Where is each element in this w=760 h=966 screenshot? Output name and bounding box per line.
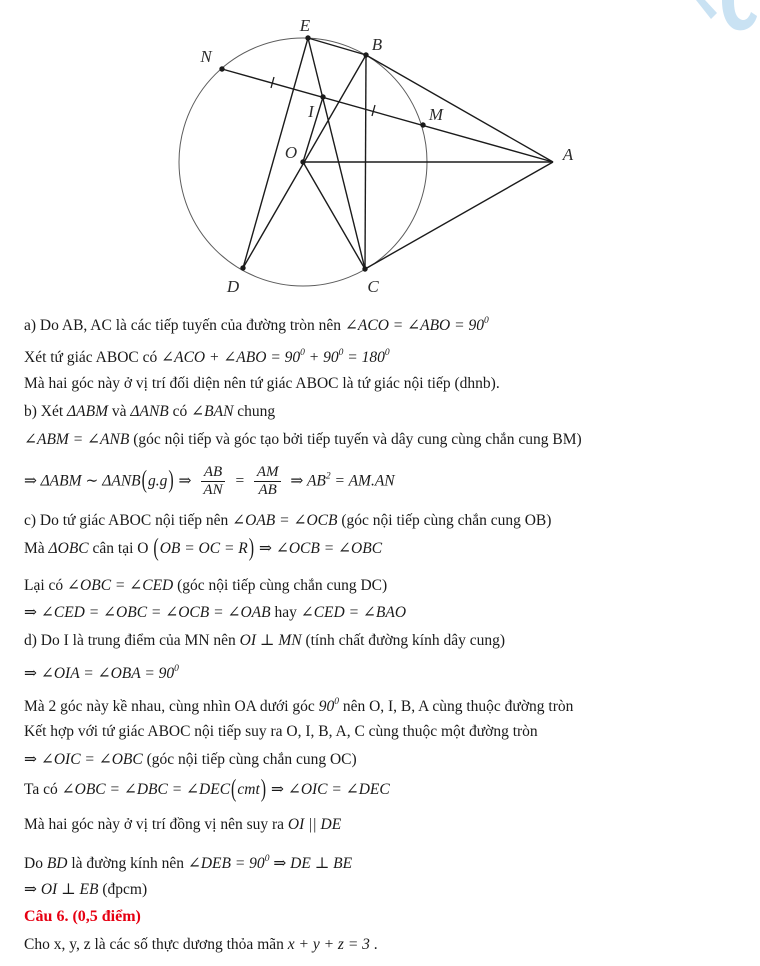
solution-line-19: ⇒ OI ⊥ EB (đpcm) — [24, 881, 148, 898]
solution-line-2: Xét tứ giác ABOC có ∠ACO + ∠ABO = $90^0 + 90^0 = 180^0$ — [24, 348, 390, 366]
solution-line-7: c) Do tứ giác ABOC nội tiếp nên ∠OAB = ∠OCB (góc nội tiếp cùng chắn cung OB) — [24, 512, 552, 529]
solution-line-18: Do BD là đường kính nên ∠DEB = $90^0$ ⇒ DE ⊥ BE — [24, 854, 353, 872]
solution-line-8: Mà ΔOBC cân tại O (OB = OC = R) ⇒ ∠OCB = ∠OBC — [24, 535, 383, 562]
solution-line-11: d) Do I là trung điểm của MN nên OI ⊥ MN (tính chất đường kính dây cung) — [24, 632, 506, 649]
solution-line-15: ⇒ ∠OIC = ∠OBC (góc nội tiếp cùng chắn cung OC) — [24, 751, 357, 768]
solution-line-21: Cho x, y, z là các số thực dương thỏa mãn x + y + z = 3 . — [24, 936, 378, 953]
solution-line-3: Mà hai góc này ở vị trí đối diện nên tứ giác ABOC là tứ giác nội tiếp (dhnb). — [24, 375, 500, 392]
solution-line-5: ∠ABM = ∠ANB (góc nội tiếp và góc tạo bởi tiếp tuyến và dây cung cùng chắn cung BM) — [24, 431, 582, 448]
point-label-N: N — [200, 47, 212, 66]
point-label-I: I — [308, 102, 314, 121]
solution-line-6: ⇒ ΔABM ∼ ΔANB(g.g) ⇒ $\frac{AB}{AN}$ = $\frac{AM}{AB}$ ⇒ $AB^2 = AM.AN$ — [24, 464, 395, 499]
solution-line-20: Câu 6. (0,5 điểm) — [24, 908, 141, 925]
solution-line-13: Mà 2 góc này kề nhau, cùng nhìn OA dưới góc $90^0$ nên O, I, B, A cùng thuộc đường tròn — [24, 697, 574, 715]
solution-line-16: Ta có ∠OBC = ∠DBC = ∠DEC(cmt) ⇒ ∠OIC = ∠DEC — [24, 776, 390, 803]
solution-line-10: ⇒ ∠CED = ∠OBC = ∠OCB = ∠OAB hay ∠CED = ∠BAO — [24, 604, 407, 621]
point-label-D: D — [226, 277, 240, 296]
solution-line-14: Kết hợp với tứ giác ABOC nội tiếp suy ra O, I, B, A, C cùng thuộc một đường tròn — [24, 723, 538, 740]
fraction: $\frac{AM}{AB}$ — [254, 464, 282, 500]
point-label-A: A — [562, 145, 574, 164]
solution-line-9: Lại có ∠OBC = ∠CED (góc nội tiếp cùng chắn cung DC) — [24, 577, 388, 594]
point-label-E: E — [299, 16, 311, 35]
point-label-O: O — [284, 143, 298, 162]
solution-line-1: a) Do AB, AC là các tiếp tuyến của đường tròn nên ∠ACO = ∠ABO = $90^0$ — [24, 316, 489, 334]
point-label-M: M — [428, 105, 444, 124]
solution-line-12: ⇒ ∠OIA = ∠OBA = $90^0$ — [24, 664, 179, 682]
solution-line-4: b) Xét ΔABM và ΔANB có ∠BAN chung — [24, 403, 276, 420]
fraction: $\frac{AB}{AN}$ — [200, 464, 225, 500]
solution-line-17: Mà hai góc này ở vị trí đồng vị nên suy ra OI || DE — [24, 816, 342, 833]
point-label-B: B — [371, 35, 383, 54]
point-label-C: C — [367, 277, 379, 296]
